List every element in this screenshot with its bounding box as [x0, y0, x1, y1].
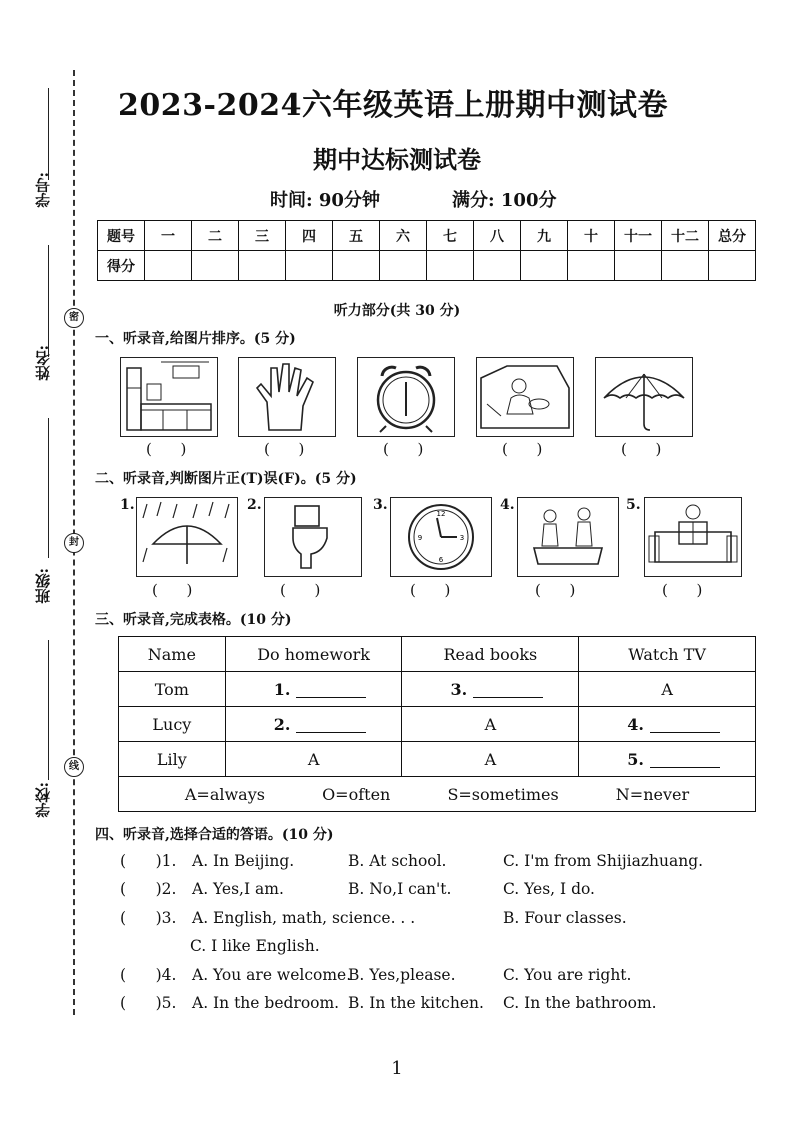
option-c: C. In the bathroom.: [503, 994, 657, 1012]
score-col: 二: [192, 221, 239, 251]
picture-number: 1.: [120, 497, 135, 513]
table-cell-name: Lily: [119, 742, 226, 777]
name-label: 姓名:: [34, 345, 52, 381]
legend-never: N=never: [615, 784, 690, 804]
listening-table: [118, 636, 756, 812]
table-row: [119, 707, 756, 742]
score-cell[interactable]: [474, 251, 521, 281]
table-header: Watch TV: [579, 637, 756, 672]
score-col: 九: [521, 221, 568, 251]
blank-line[interactable]: [296, 718, 366, 733]
blank-number: 3.: [450, 679, 468, 699]
picture-number: 5.: [626, 497, 641, 513]
score-row-label: 得分: [98, 251, 145, 281]
legend-often: O=often: [322, 784, 391, 804]
section3-title: 三、听录音,完成表格。(10 分): [95, 612, 292, 628]
table-cell-name: Tom: [119, 672, 226, 707]
option-a: A. You are welcome.: [192, 966, 352, 984]
question-prefix[interactable]: ( )4.: [120, 966, 177, 984]
option-c: C. I'm from Shijiazhuang.: [503, 852, 704, 870]
table-header: Do homework: [225, 637, 402, 672]
table-blank-cell[interactable]: [225, 672, 402, 707]
blank-line[interactable]: [473, 683, 543, 698]
blank-line[interactable]: [296, 683, 366, 698]
svg-text:3: 3: [459, 534, 465, 542]
score-header-label: 题号: [98, 221, 145, 251]
table-row: [119, 742, 756, 777]
class-label: 班级:: [34, 568, 52, 604]
car-driver-image: [476, 357, 574, 437]
option-c: C. I like English.: [190, 937, 320, 955]
sofa-reading-image: [644, 497, 742, 577]
page-number: 1: [391, 1058, 403, 1079]
answer-paren[interactable]: ( ): [383, 440, 424, 458]
seal-mark-xian: 线: [64, 757, 84, 777]
svg-text:6: 6: [438, 556, 444, 564]
seal-mark-mi: 密: [64, 308, 84, 328]
people-table-image: [517, 497, 619, 577]
option-c: C. Yes, I do.: [503, 880, 595, 898]
score-cell[interactable]: [145, 251, 192, 281]
score-col: 五: [333, 221, 380, 251]
score-col: 一: [145, 221, 192, 251]
picture-number: 4.: [500, 497, 515, 513]
exam-subtitle: 期中达标测试卷: [313, 145, 481, 174]
option-a: A. In the bedroom.: [192, 994, 340, 1012]
table-blank-cell[interactable]: [225, 707, 402, 742]
option-b: B. At school.: [348, 852, 447, 870]
legend-always: A=always: [184, 784, 265, 804]
score-cell[interactable]: [521, 251, 568, 281]
score-cell[interactable]: [427, 251, 474, 281]
kitchen-image: [120, 357, 218, 437]
answer-paren[interactable]: ( ): [280, 581, 321, 599]
answer-paren[interactable]: ( ): [146, 440, 187, 458]
question-prefix[interactable]: ( )5.: [120, 994, 177, 1012]
option-a: A. Yes,I am.: [192, 880, 284, 898]
section1-title: 一、听录音,给图片排序。(5 分): [95, 331, 296, 347]
score-table: [97, 220, 756, 281]
table-row: [119, 672, 756, 707]
svg-text:12: 12: [436, 510, 446, 518]
alarm-clock-image: [357, 357, 455, 437]
table-cell: A: [402, 707, 579, 742]
blank-number: 2.: [273, 714, 291, 734]
option-c: C. You are right.: [503, 966, 632, 984]
score-cell[interactable]: [662, 251, 709, 281]
score-col: 十二: [662, 221, 709, 251]
question-prefix[interactable]: ( )2.: [120, 880, 177, 898]
table-header: Name: [119, 637, 226, 672]
score-col: 七: [427, 221, 474, 251]
rain-umbrella-image: [136, 497, 238, 577]
score-cell[interactable]: [615, 251, 662, 281]
school-label: 学校:: [34, 782, 52, 818]
picture-number: 3.: [373, 497, 388, 513]
umbrella-image: [595, 357, 693, 437]
option-b: B. Yes,please.: [348, 966, 456, 984]
exam-time: 时间: 90分钟: [270, 190, 380, 211]
toilet-image: [264, 497, 362, 577]
clock-image: [390, 497, 492, 577]
option-b: B. Four classes.: [503, 909, 627, 927]
answer-paren[interactable]: ( ): [621, 440, 662, 458]
score-cell[interactable]: [333, 251, 380, 281]
answer-paren[interactable]: ( ): [410, 581, 451, 599]
score-col: 六: [380, 221, 427, 251]
exam-full-score: 满分: 100分: [452, 190, 557, 211]
score-cell[interactable]: [239, 251, 286, 281]
question-prefix[interactable]: ( )1.: [120, 852, 177, 870]
table-header: Read books: [402, 637, 579, 672]
score-cell[interactable]: [286, 251, 333, 281]
listening-section-title: 听力部分(共 30 分): [333, 303, 461, 319]
table-blank-cell[interactable]: [579, 742, 756, 777]
score-col: 八: [474, 221, 521, 251]
score-cell[interactable]: [380, 251, 427, 281]
answer-paren[interactable]: ( ): [502, 440, 543, 458]
table-cell: A: [225, 742, 402, 777]
table-cell: A: [402, 742, 579, 777]
answer-paren[interactable]: ( ): [535, 581, 576, 599]
score-cell[interactable]: [709, 251, 756, 281]
section4-title: 四、听录音,选择合适的答语。(10 分): [95, 827, 334, 843]
table-blank-cell[interactable]: [579, 707, 756, 742]
seal-mark-feng: 封: [64, 533, 84, 553]
svg-text:9: 9: [417, 534, 423, 542]
legend-sometimes: S=sometimes: [447, 784, 559, 804]
score-col: 四: [286, 221, 333, 251]
exam-title: 2023-2024六年级英语上册期中测试卷: [118, 88, 668, 123]
blank-number: 5.: [627, 749, 644, 769]
score-col: 三: [239, 221, 286, 251]
class-underline: [48, 418, 49, 558]
option-a: A. In Beijing.: [192, 852, 295, 870]
picture-number: 2.: [247, 497, 262, 513]
score-col: 总分: [709, 221, 756, 251]
score-col: 十: [568, 221, 615, 251]
blank-number: 4.: [627, 714, 644, 734]
answer-paren[interactable]: ( ): [264, 440, 305, 458]
answer-paren[interactable]: ( ): [152, 581, 193, 599]
option-b: B. No,I can't.: [348, 880, 452, 898]
question-prefix[interactable]: ( )3.: [120, 909, 177, 927]
score-cell[interactable]: [192, 251, 239, 281]
blank-line[interactable]: [650, 718, 720, 733]
blank-number: 1.: [273, 679, 291, 699]
score-cell[interactable]: [568, 251, 615, 281]
table-cell: A: [579, 672, 756, 707]
option-b: B. In the kitchen.: [348, 994, 484, 1012]
school-underline: [48, 640, 49, 780]
table-cell-name: Lucy: [119, 707, 226, 742]
section2-title: 二、听录音,判断图片正(T)误(F)。(5 分): [95, 471, 357, 487]
hand-image: [238, 357, 336, 437]
table-blank-cell[interactable]: [402, 672, 579, 707]
option-a: A. English, math, science. . .: [192, 909, 416, 927]
answer-paren[interactable]: ( ): [662, 581, 703, 599]
score-col: 十一: [615, 221, 662, 251]
student-id-label: 学号:: [34, 172, 52, 208]
table-legend: [119, 777, 756, 812]
blank-line[interactable]: [650, 753, 720, 768]
